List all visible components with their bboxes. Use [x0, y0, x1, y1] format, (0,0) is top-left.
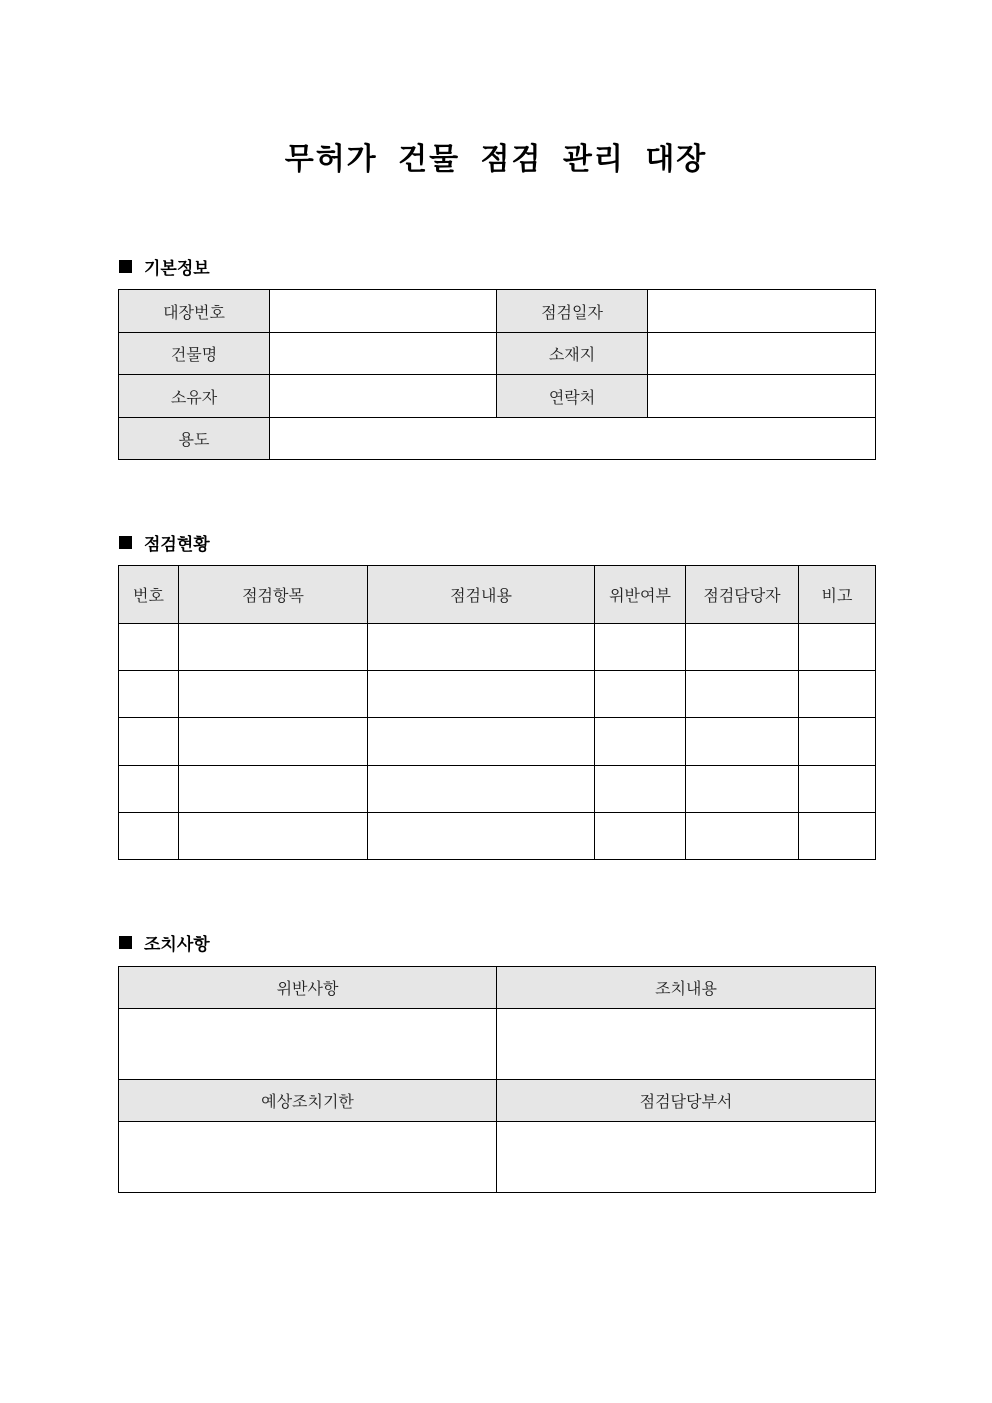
column-header-remarks: 비고	[799, 566, 876, 624]
field-location[interactable]	[648, 333, 876, 375]
cell-inspection-content[interactable]	[368, 766, 595, 813]
section-title: 기본정보	[144, 259, 210, 279]
cell-inspection-item[interactable]	[179, 624, 368, 671]
field-owner[interactable]	[270, 375, 497, 418]
table-row	[119, 766, 876, 813]
label-ledger-no: 대장번호	[119, 290, 270, 333]
section-heading-actions	[119, 930, 210, 955]
field-inspection-date[interactable]	[648, 290, 876, 333]
column-header-inspection-content: 점검내용	[368, 566, 595, 624]
cell-remarks[interactable]	[799, 624, 876, 671]
table-row	[119, 813, 876, 860]
field-ledger-no[interactable]	[270, 290, 497, 333]
label-usage: 용도	[119, 418, 270, 460]
cell-inspection-content[interactable]	[368, 624, 595, 671]
cell-violation[interactable]	[595, 766, 686, 813]
cell-violation[interactable]	[595, 813, 686, 860]
cell-inspection-item[interactable]	[179, 766, 368, 813]
table-row	[119, 375, 876, 418]
label-contact: 연락처	[497, 375, 648, 418]
cell-number[interactable]	[119, 624, 179, 671]
cell-remarks[interactable]	[799, 718, 876, 766]
table-header-row	[119, 566, 876, 624]
cell-inspector[interactable]	[686, 624, 799, 671]
table-row	[119, 290, 876, 333]
label-inspection-date: 점검일자	[497, 290, 648, 333]
label-owner: 소유자	[119, 375, 270, 418]
field-department[interactable]	[497, 1122, 876, 1193]
cell-inspector[interactable]	[686, 671, 799, 718]
cell-inspector[interactable]	[686, 766, 799, 813]
square-bullet-icon	[119, 536, 132, 549]
cell-inspection-item[interactable]	[179, 813, 368, 860]
table-header-row	[119, 967, 876, 1009]
field-contact[interactable]	[648, 375, 876, 418]
cell-inspector[interactable]	[686, 718, 799, 766]
table-row	[119, 333, 876, 375]
field-action-content[interactable]	[497, 1009, 876, 1080]
table-row	[119, 624, 876, 671]
section-heading-inspection-status	[119, 530, 210, 555]
section-heading-basic-info	[119, 254, 210, 279]
cell-remarks[interactable]	[799, 766, 876, 813]
cell-violation[interactable]	[595, 671, 686, 718]
field-usage[interactable]	[270, 418, 876, 460]
label-location: 소재지	[497, 333, 648, 375]
document-title: 무허가 건물 점검 관리 대장	[284, 142, 708, 177]
cell-inspection-content[interactable]	[368, 671, 595, 718]
table-header-row	[119, 1080, 876, 1122]
square-bullet-icon	[119, 260, 132, 273]
label-building-name: 건물명	[119, 333, 270, 375]
column-header-inspection-item: 점검항목	[179, 566, 368, 624]
column-header-violation: 위반여부	[595, 566, 686, 624]
label-department: 점검담당부서	[497, 1080, 876, 1122]
column-header-inspector: 점검담당자	[686, 566, 799, 624]
table-row	[119, 718, 876, 766]
table-row	[119, 1009, 876, 1080]
square-bullet-icon	[119, 936, 132, 949]
inspection-status-table	[118, 565, 876, 860]
section-title: 점검현황	[144, 535, 210, 555]
label-expected-deadline: 예상조치기한	[119, 1080, 497, 1122]
cell-number[interactable]	[119, 718, 179, 766]
table-row	[119, 671, 876, 718]
table-row	[119, 418, 876, 460]
label-violation: 위반사항	[119, 967, 497, 1009]
table-row	[119, 1122, 876, 1193]
label-action-content: 조치내용	[497, 967, 876, 1009]
cell-remarks[interactable]	[799, 671, 876, 718]
field-expected-deadline[interactable]	[119, 1122, 497, 1193]
cell-remarks[interactable]	[799, 813, 876, 860]
cell-inspection-item[interactable]	[179, 718, 368, 766]
cell-number[interactable]	[119, 813, 179, 860]
cell-number[interactable]	[119, 766, 179, 813]
cell-inspection-item[interactable]	[179, 671, 368, 718]
cell-inspector[interactable]	[686, 813, 799, 860]
column-header-number: 번호	[119, 566, 179, 624]
cell-inspection-content[interactable]	[368, 718, 595, 766]
field-building-name[interactable]	[270, 333, 497, 375]
field-violation[interactable]	[119, 1009, 497, 1080]
cell-violation[interactable]	[595, 718, 686, 766]
section-title: 조치사항	[144, 935, 210, 955]
actions-table	[118, 966, 876, 1193]
basic-info-table	[118, 289, 876, 460]
cell-number[interactable]	[119, 671, 179, 718]
cell-inspection-content[interactable]	[368, 813, 595, 860]
cell-violation[interactable]	[595, 624, 686, 671]
